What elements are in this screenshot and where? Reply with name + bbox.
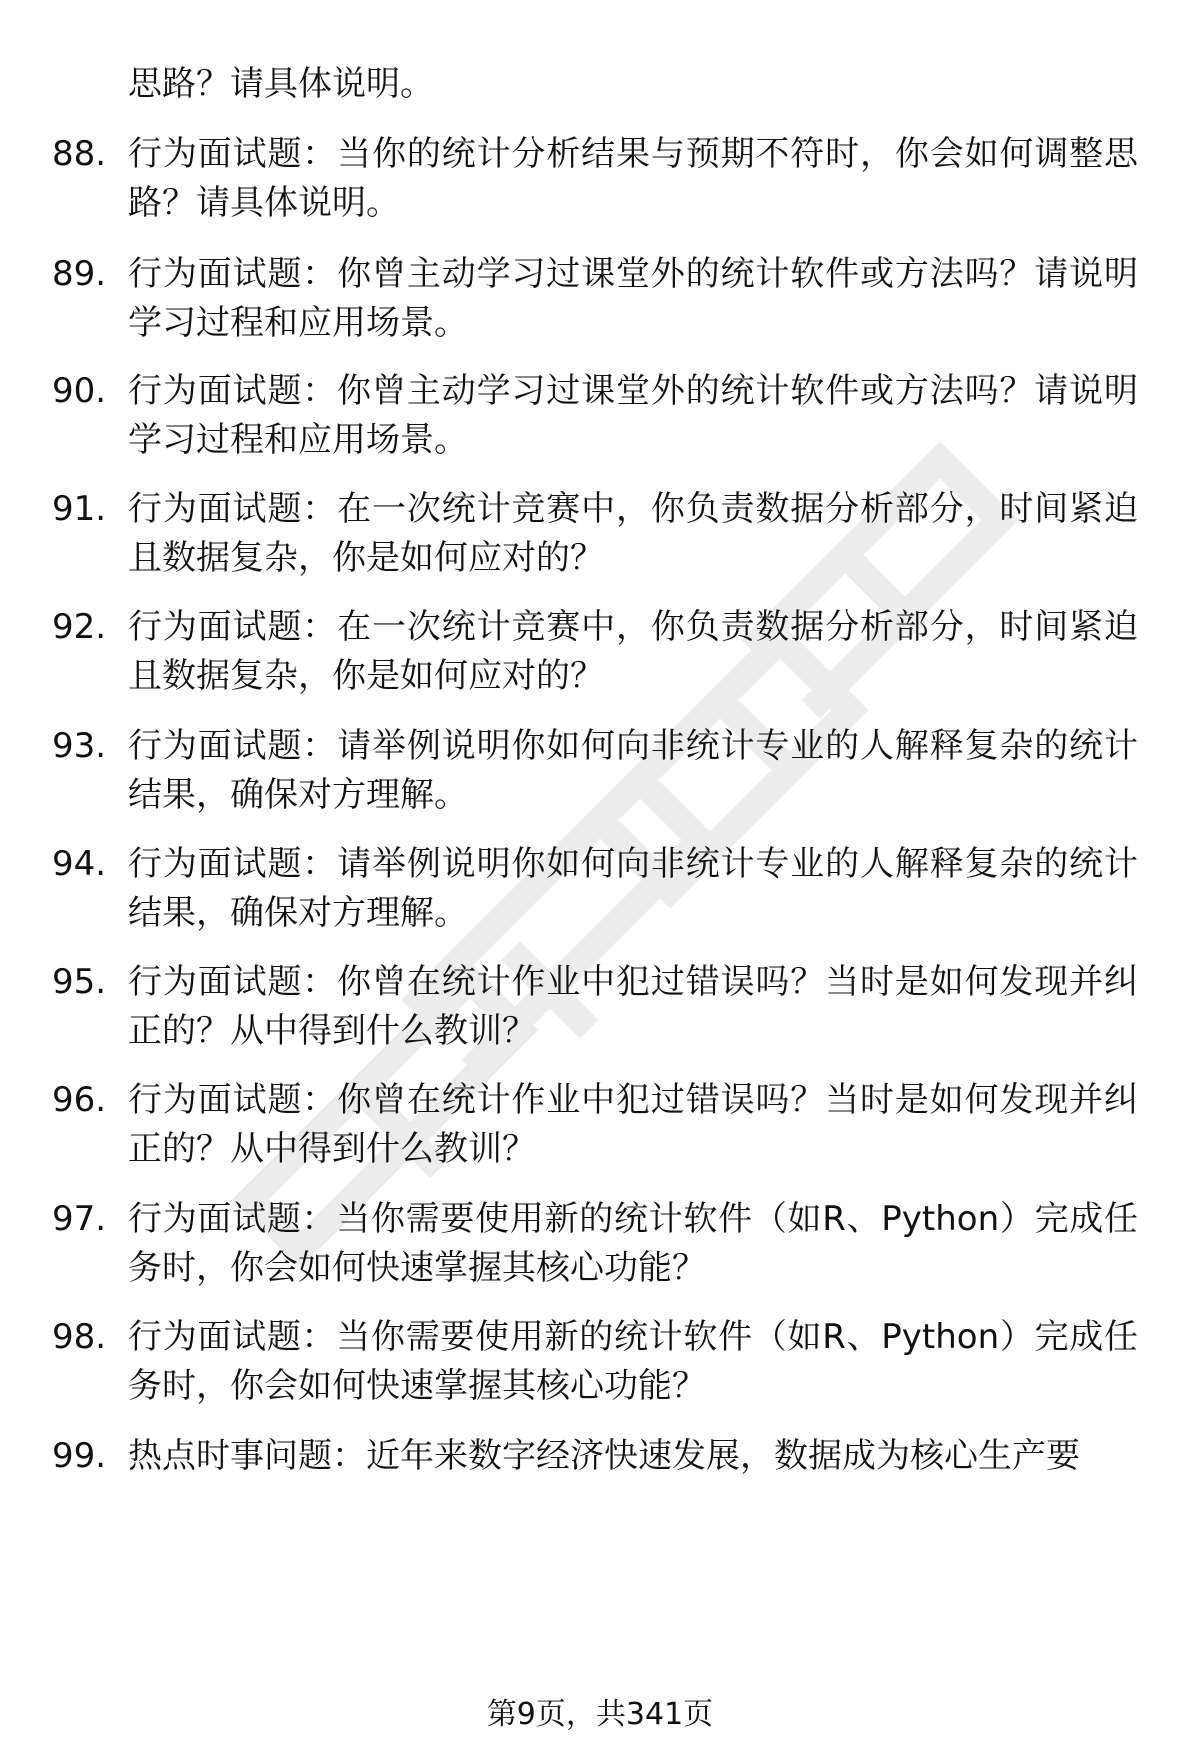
item-number: 88. xyxy=(52,134,107,174)
item-text: 热点时事问题：近年来数字经济快速发展，数据成为核心生产要 xyxy=(128,1436,1080,1476)
list-item xyxy=(0,1313,1200,1413)
item-number: 96. xyxy=(52,1080,107,1120)
item-text: 行为面试题：你曾主动学习过课堂外的统计软件或方法吗？请说明学习过程和应用场景。 xyxy=(128,254,1138,343)
list-item xyxy=(0,485,1200,585)
item-number: 93. xyxy=(52,726,107,766)
continuation-text: 思路？请具体说明。 xyxy=(128,64,434,104)
item-number: 94. xyxy=(52,844,107,884)
list-item xyxy=(0,840,1200,940)
item-text: 行为面试题：当你的统计分析结果与预期不符时，你会如何调整思路？请具体说明。 xyxy=(128,134,1138,223)
item-number: 97. xyxy=(52,1199,107,1239)
list-item xyxy=(0,603,1200,703)
item-text: 行为面试题：当你需要使用新的统计软件（如R、Python）完成任务时，你会如何快速掌握其核心功能？ xyxy=(128,1199,1138,1288)
item-text: 行为面试题：你曾在统计作业中犯过错误吗？当时是如何发现并纠正的？从中得到什么教训？ xyxy=(128,962,1138,1051)
item-number: 89. xyxy=(52,254,107,294)
list-item xyxy=(0,1432,1200,1532)
page-footer: 第9页，共341页 xyxy=(486,1697,714,1732)
item-text: 行为面试题：你曾主动学习过课堂外的统计软件或方法吗？请说明学习过程和应用场景。 xyxy=(128,371,1138,460)
list-item xyxy=(0,130,1200,230)
item-number: 91. xyxy=(52,489,107,529)
list-item xyxy=(0,958,1200,1058)
list-item xyxy=(0,722,1200,822)
item-number: 95. xyxy=(52,962,107,1002)
item-text: 行为面试题：当你需要使用新的统计软件（如R、Python）完成任务时，你会如何快速掌握其核心功能？ xyxy=(128,1317,1138,1406)
item-text: 行为面试题：在一次统计竞赛中，你负责数据分析部分，时间紧迫且数据复杂，你是如何应对的？ xyxy=(128,607,1138,696)
item-number: 90. xyxy=(52,371,107,411)
list-item xyxy=(0,1195,1200,1295)
item-number: 99. xyxy=(52,1436,107,1476)
item-text: 行为面试题：你曾在统计作业中犯过错误吗？当时是如何发现并纠正的？从中得到什么教训？ xyxy=(128,1080,1138,1169)
list-item xyxy=(0,1076,1200,1176)
item-number: 92. xyxy=(52,607,107,647)
list-item xyxy=(0,367,1200,467)
item-text: 行为面试题：请举例说明你如何向非统计专业的人解释复杂的统计结果，确保对方理解。 xyxy=(128,726,1138,815)
list-item xyxy=(0,250,1200,350)
item-text: 行为面试题：请举例说明你如何向非统计专业的人解释复杂的统计结果，确保对方理解。 xyxy=(128,844,1138,933)
item-number: 98. xyxy=(52,1317,107,1357)
item-text: 行为面试题：在一次统计竞赛中，你负责数据分析部分，时间紧迫且数据复杂，你是如何应对的？ xyxy=(128,489,1138,578)
